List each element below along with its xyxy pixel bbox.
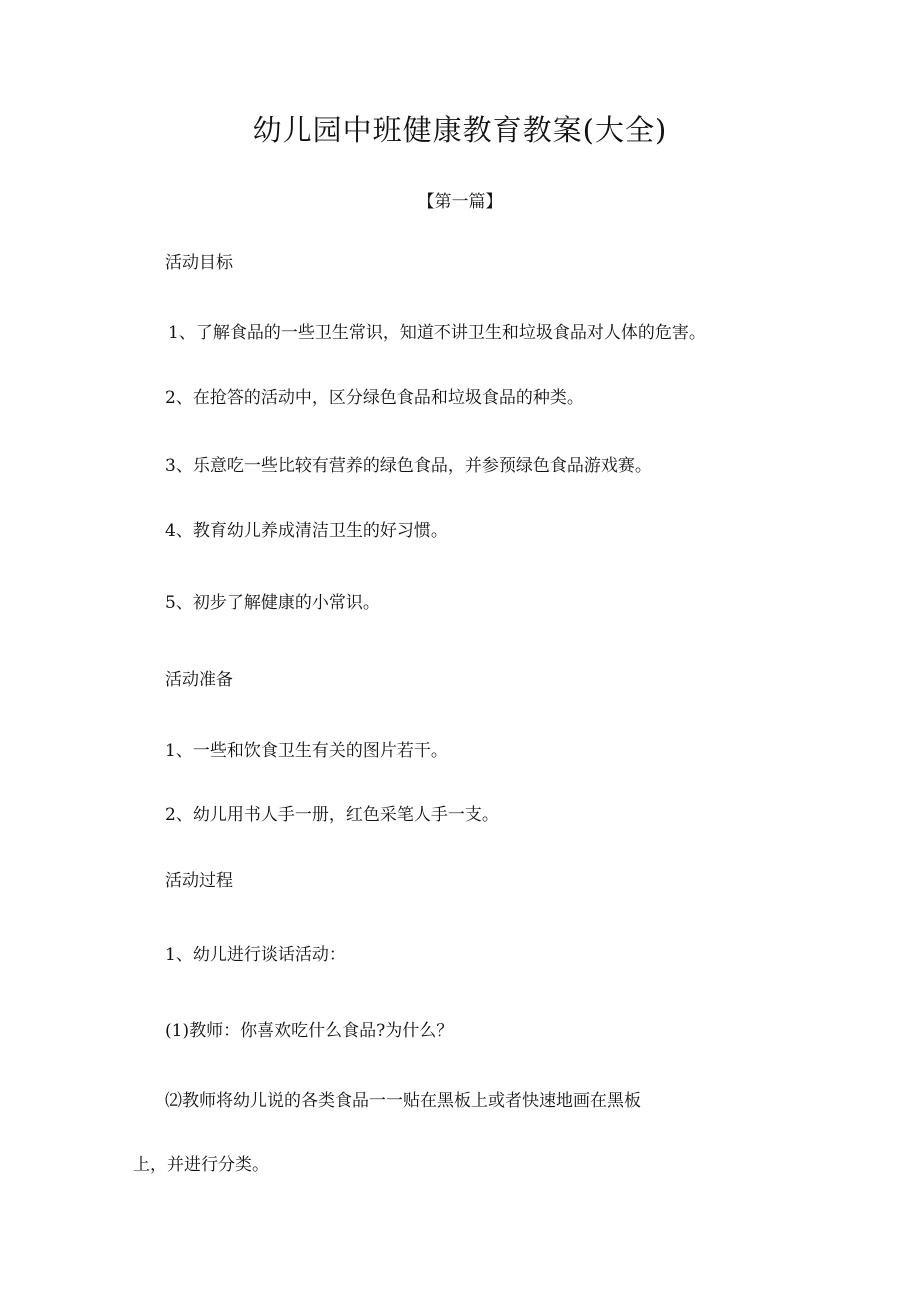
preparation-item-2: 2、幼儿用书人手一册，红色采笔人手一支。 (165, 805, 499, 825)
goal-item-4: 4、教育幼儿养成清洁卫生的好习惯。 (165, 521, 448, 541)
process-item-1: 1、幼儿进行谈话活动： (165, 945, 346, 965)
heading-activity-goals: 活动目标 (165, 253, 233, 273)
document-title: 幼儿园中班健康教育教案(大全) (252, 113, 668, 147)
goal-item-2: 2、在抢答的活动中，区分绿色食品和垃圾食品的种类。 (165, 388, 584, 408)
goal-item-3: 3、乐意吃一些比较有营养的绿色食品，并参预绿色食品游戏赛。 (165, 456, 652, 476)
section-heading: 【第一篇】 (417, 192, 503, 212)
heading-activity-preparation: 活动准备 (165, 670, 233, 690)
heading-activity-process: 活动过程 (165, 871, 233, 891)
process-subitem-2: ⑵教师将幼儿说的各类食品一一贴在黑板上或者快速地画在黑板 (165, 1091, 641, 1111)
goal-item-1: 1、了解食品的一些卫生常识，知道不讲卫生和垃圾食品对人体的危害。 (168, 323, 706, 343)
process-subitem-2-continued: 上，并进行分类。 (133, 1155, 269, 1175)
process-subitem-1: (1)教师：你喜欢吃什么食品?为什么？ (165, 1021, 454, 1041)
goal-item-5: 5、初步了解健康的小常识。 (165, 593, 380, 613)
preparation-item-1: 1、一些和饮食卫生有关的图片若干。 (165, 741, 448, 761)
